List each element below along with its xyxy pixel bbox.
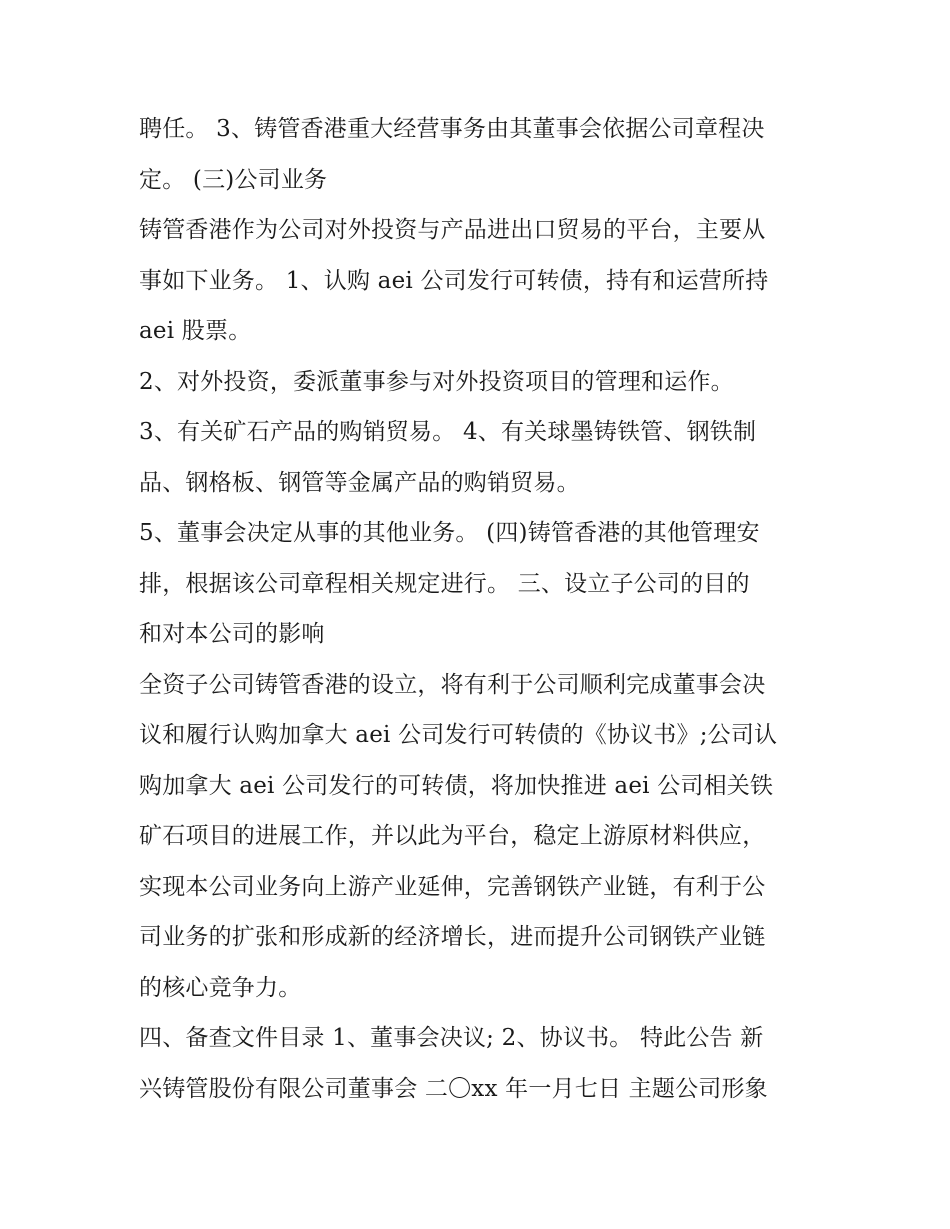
text-line: 四、备查文件目录 1、董事会决议; 2、协议书。 特此公告 新 — [139, 1025, 764, 1051]
text-line: 定。 (三)公司业务 — [139, 166, 328, 193]
text-line: 和对本公司的影响 — [139, 621, 325, 647]
text-line: 3、有关矿石产品的购销贸易。 4、有关球墨铸铁管、钢铁制 — [139, 419, 757, 445]
document-body — [139, 104, 819, 1114]
text-line: 聘任。 3、铸管香港重大经营事务由其董事会依据公司章程决 — [139, 116, 765, 142]
text-line: 议和履行认购加拿大 aei 公司发行可转债的《协议书》;公司认 — [139, 722, 778, 748]
text-line: 排，根据该公司章程相关规定进行。 三、设立子公司的目的 — [139, 570, 750, 597]
text-line: 品、钢格板、钢管等金属产品的购销贸易。 — [139, 469, 580, 496]
text-line: 5、董事会决定从事的其他业务。 (四)铸管香港的其他管理安 — [139, 520, 760, 546]
text-line: 购加拿大 aei 公司发行的可转债，将加快推进 aei 公司相关铁 — [139, 772, 774, 799]
text-line: 兴铸管股份有限公司董事会 二〇xx 年一月七日 主题公司形象 — [139, 1075, 768, 1102]
text-line: 的核心竞争力。 — [139, 974, 302, 1001]
text-line: 全资子公司铸管香港的设立，将有利于公司顺利完成董事会决 — [139, 671, 766, 698]
text-line: aei 股票。 — [139, 318, 252, 344]
text-line: 司业务的扩张和形成新的经济增长，进而提升公司钢铁产业链 — [139, 924, 766, 950]
text-line: 2、对外投资，委派董事参与对外投资项目的管理和运作。 — [139, 368, 734, 395]
text-line: 矿石项目的进展工作，并以此为平台，稳定上游原材料供应， — [139, 823, 766, 849]
text-line: 实现本公司业务向上游产业延伸，完善钢铁产业链，有利于公 — [139, 873, 766, 900]
text-line: 事如下业务。 1、认购 aei 公司发行可转债，持有和运营所持 — [139, 267, 769, 294]
text-line: 铸管香港作为公司对外投资与产品进出口贸易的平台，主要从 — [139, 217, 766, 243]
